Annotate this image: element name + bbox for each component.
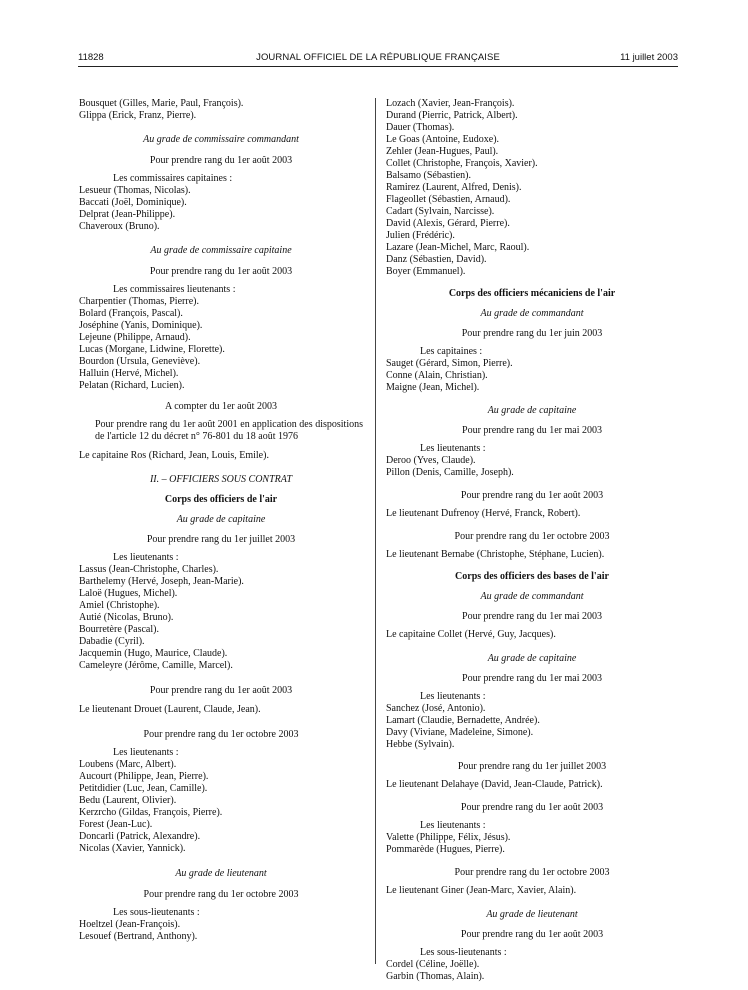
person-entry: Dauer (Thomas). (386, 122, 455, 133)
name-list (386, 832, 678, 856)
corps-heading: Corps des officiers des bases de l'air (455, 571, 609, 582)
person-entry: Garbin (Thomas, Alain). (386, 971, 485, 982)
person-entry: Loubens (Marc, Albert). (79, 759, 177, 770)
grade-heading: Au grade de commandant (480, 308, 584, 319)
rank-date: Pour prendre rang du 1er août 2003 (460, 802, 604, 813)
corps-heading: Corps des officiers mécaniciens de l'air (448, 288, 616, 299)
rank-date: Pour prendre rang du 1er juillet 2003 (146, 534, 296, 545)
person-entry: Jacquemin (Hugo, Maurice, Claude). (79, 648, 228, 659)
person-entry: Halluin (Hervé, Michel). (79, 368, 179, 379)
person-entry: Ramirez (Laurent, Alfred, Denis). (386, 182, 522, 193)
name-list (79, 98, 363, 122)
person-entry: Bourretère (Pascal). (79, 624, 159, 635)
person-entry: Lucas (Morgane, Lidwine, Florette). (79, 344, 225, 355)
person-entry: Pommarède (Hugues, Pierre). (386, 844, 505, 855)
group-label: Les commissaires lieutenants : (113, 284, 236, 295)
grade-heading: Au grade de capitaine (176, 514, 266, 525)
person-entry: Petitdidier (Luc, Jean, Camille). (79, 783, 208, 794)
rank-date: Pour prendre rang du 1er juillet 2003 (457, 761, 607, 772)
person-entry: Forest (Jean-Luc). (79, 819, 153, 830)
person-entry: Lazare (Jean-Michel, Marc, Raoul). (386, 242, 530, 253)
person-entry: Cadart (Sylvain, Narcisse). (386, 206, 495, 217)
lieutenant-delahaye: Le lieutenant Delahaye (David, Jean-Claude, Patrick). (386, 779, 603, 790)
person-entry: Hebbe (Sylvain). (386, 739, 455, 750)
rank-date: Pour prendre rang du 1er mai 2003 (462, 673, 602, 684)
rank-date: Pour prendre rang du 1er octobre 2003 (143, 729, 299, 740)
lieutenant-dufrenoy: Le lieutenant Dufrenoy (Hervé, Franck, Robert). (386, 508, 581, 519)
lieutenant-giner: Le lieutenant Giner (Jean-Marc, Xavier, Alain). (386, 885, 577, 896)
person-entry: Davy (Viviane, Madeleine, Simone). (386, 727, 534, 738)
corps-heading: Corps des officiers de l'air (164, 494, 278, 505)
name-list (386, 98, 678, 278)
person-entry: Julien (Frédéric). (386, 230, 455, 241)
person-entry: Dabadie (Cyril). (79, 636, 145, 647)
name-list (79, 759, 363, 855)
person-entry: Sanchez (José, Antonio). (386, 703, 486, 714)
person-entry: Doncarli (Patrick, Alexandre). (79, 831, 201, 842)
person-entry: Pillon (Denis, Camille, Joseph). (386, 467, 514, 478)
group-label: Les lieutenants : (420, 820, 486, 831)
person-entry: Lozach (Xavier, Jean-François). (386, 98, 515, 109)
person-entry: Nicolas (Xavier, Yannick). (79, 843, 186, 854)
person-entry: Flageollet (Sébastien, Arnaud). (386, 194, 511, 205)
person-entry: Autié (Nicolas, Bruno). (79, 612, 174, 623)
person-entry: Lassus (Jean-Christophe, Charles). (79, 564, 219, 575)
person-entry: Cordel (Céline, Joëlle). (386, 959, 480, 970)
left-column (79, 98, 363, 943)
person-entry: Joséphine (Yanis, Dominique). (79, 320, 203, 331)
person-entry: Chaveroux (Bruno). (79, 221, 160, 232)
person-entry: Durand (Pierric, Patrick, Albert). (386, 110, 518, 121)
person-entry: Hoeltzel (Jean-François). (79, 919, 181, 930)
right-column (386, 98, 678, 983)
person-entry: Le Goas (Antoine, Eudoxe). (386, 134, 500, 145)
name-list (386, 703, 678, 751)
capitaine-ros: Le capitaine Ros (Richard, Jean, Louis, Emile). (79, 450, 269, 461)
rank-date: Pour prendre rang du 1er octobre 2003 (454, 531, 610, 542)
grade-heading: Au grade de capitaine (487, 405, 577, 416)
rank-date: Pour prendre rang du 1er août 2003 (460, 490, 604, 501)
group-label: Les commissaires capitaines : (113, 173, 233, 184)
person-entry: Bourdon (Ursula, Geneviève). (79, 356, 201, 367)
person-entry: Charpentier (Thomas, Pierre). (79, 296, 199, 307)
lieutenant-drouet: Le lieutenant Drouet (Laurent, Claude, Jean). (79, 704, 261, 715)
person-entry: Balsamo (Sébastien). (386, 170, 471, 181)
name-list (79, 296, 363, 392)
person-entry: Sauget (Gérard, Simon, Pierre). (386, 358, 513, 369)
compter-heading: A compter du 1er août 2003 (165, 401, 277, 412)
name-list (386, 358, 678, 394)
group-label: Les lieutenants : (113, 747, 179, 758)
rank-date: Pour prendre rang du 1er juin 2003 (461, 328, 603, 339)
person-entry: Zehler (Jean-Hugues, Paul). (386, 146, 499, 157)
rank-date: Pour prendre rang du 1er mai 2003 (462, 425, 602, 436)
person-entry: Baccati (Joël, Dominique). (79, 197, 187, 208)
rank-date: Pour prendre rang du 1er août 2003 (149, 266, 293, 277)
rank-date: Pour prendre rang du 1er octobre 2003 (454, 867, 610, 878)
person-entry: Collet (Christophe, François, Xavier). (386, 158, 538, 169)
person-entry: Barthelemy (Hervé, Joseph, Jean-Marie). (79, 576, 244, 587)
name-list (79, 919, 363, 943)
person-entry: Conne (Alain, Christian). (386, 370, 488, 381)
page-header (78, 52, 678, 66)
person-entry: Glippa (Erick, Franz, Pierre). (79, 110, 197, 121)
grade-heading: Au grade de lieutenant (486, 909, 578, 920)
rank-date: Pour prendre rang du 1er octobre 2003 (143, 889, 299, 900)
person-entry: Valette (Philippe, Félix, Jésus). (386, 832, 511, 843)
grade-heading: Au grade de commandant (480, 591, 584, 602)
person-entry: Maigne (Jean, Michel). (386, 382, 480, 393)
rank-date: Pour prendre rang du 1er août 2003 (460, 929, 604, 940)
grade-heading: Au grade de lieutenant (175, 868, 267, 879)
rank-date: Pour prendre rang du 1er août 2003 (149, 685, 293, 696)
person-entry: Kerzrcho (Gildas, François, Pierre). (79, 807, 223, 818)
lieutenant-bernabe: Le lieutenant Bernabe (Christophe, Stéphane, Lucien). (386, 549, 605, 560)
person-entry: Pelatan (Richard, Lucien). (79, 380, 185, 391)
person-entry: Boyer (Emmanuel). (386, 266, 466, 277)
person-entry: Lamart (Claudie, Bernadette, Andrée). (386, 715, 540, 726)
column-divider (375, 98, 376, 964)
person-entry: Bolard (François, Pascal). (79, 308, 183, 319)
group-label: Les lieutenants : (420, 443, 486, 454)
person-entry: Aucourt (Philippe, Jean, Pierre). (79, 771, 209, 782)
person-entry: Amiel (Christophe). (79, 600, 160, 611)
person-entry: Bousquet (Gilles, Marie, Paul, François). (79, 98, 244, 109)
group-label: Les sous-lieutenants : (420, 947, 507, 958)
capitaine-collet: Le capitaine Collet (Hervé, Guy, Jacques). (386, 629, 556, 640)
section-heading: II. – OFFICIERS SOUS CONTRAT (149, 474, 293, 485)
grade-heading: Au grade de commissaire commandant (143, 134, 299, 145)
person-entry: Lesouef (Bertrand, Anthony). (79, 931, 198, 942)
person-entry: Cameleyre (Jérôme, Camille, Marcel). (79, 660, 233, 671)
group-label: Les sous-lieutenants : (113, 907, 200, 918)
group-label: Les lieutenants : (113, 552, 179, 563)
journal-title: JOURNAL OFFICIEL DE LA RÉPUBLIQUE FRANÇAISE (256, 52, 500, 63)
grade-heading: Au grade de commissaire capitaine (150, 245, 292, 256)
rank-date: Pour prendre rang du 1er août 2003 (149, 155, 293, 166)
name-list (386, 455, 678, 479)
rank-date: Pour prendre rang du 1er mai 2003 (462, 611, 602, 622)
issue-date: 11 juillet 2003 (620, 52, 678, 63)
name-list (386, 959, 678, 983)
page-number: 11828 (78, 52, 104, 63)
header-rule (78, 66, 678, 67)
group-label: Les lieutenants : (420, 691, 486, 702)
grade-heading: Au grade de capitaine (487, 653, 577, 664)
person-entry: David (Alexis, Gérard, Pierre). (386, 218, 510, 229)
person-entry: Lesueur (Thomas, Nicolas). (79, 185, 191, 196)
name-list (79, 185, 363, 233)
person-entry: Deroo (Yves, Claude). (386, 455, 476, 466)
person-entry: Bedu (Laurent, Olivier). (79, 795, 177, 806)
person-entry: Danz (Sébastien, David). (386, 254, 487, 265)
name-list (79, 564, 363, 672)
person-entry: Laloë (Hugues, Michel). (79, 588, 178, 599)
application-paragraph: Pour prendre rang du 1er août 2001 en application des dispositions de l'article 12 du décret n° 76-801 du 18 août 1976 (95, 419, 363, 442)
person-entry: Lejeune (Philippe, Arnaud). (79, 332, 191, 343)
group-label: Les capitaines : (420, 346, 483, 357)
person-entry: Delprat (Jean-Philippe). (79, 209, 176, 220)
